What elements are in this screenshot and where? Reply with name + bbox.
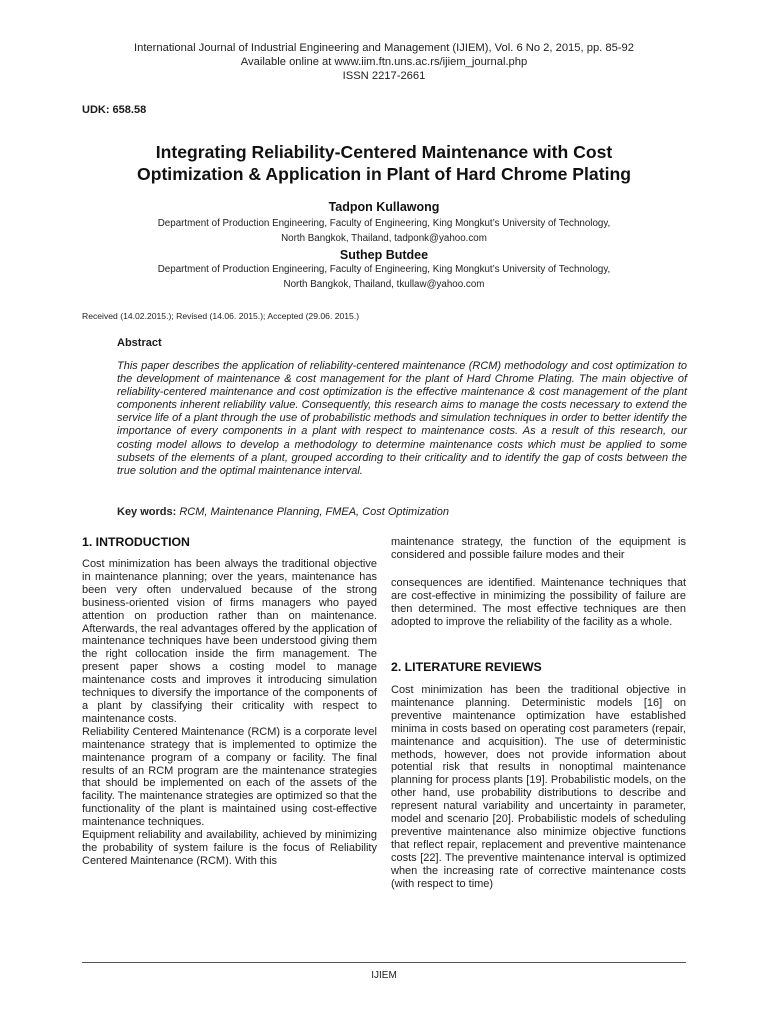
journal-header	[0, 41, 768, 83]
submission-dates: Received (14.02.2015.); Revised (14.06. 2015.); Accepted (29.06. 2015.)	[82, 311, 360, 321]
journal-citation: International Journal of Industrial Engineering and Management (IJIEM), Vol. 6 No 2, 2015, pp. 85-92	[133, 42, 634, 54]
author-affiliation	[80, 217, 688, 246]
right-column-paragraph	[391, 577, 686, 629]
author-affiliation	[80, 263, 688, 292]
paragraph: Equipment reliability and availability, achieved by minimizing the probability of system failure is the focus of Reliability Centered Maintenance (RCM). With this	[82, 829, 377, 867]
affiliation-line: Department of Production Engineering, Faculty of Engineering, King Mongkut’s University of Technology,	[157, 264, 611, 275]
left-column	[82, 558, 377, 868]
affiliation-line: North Bangkok, Thailand, tadponk@yahoo.com	[281, 232, 487, 244]
journal-url: Available online at www.iim.ftn.uns.ac.rs/ijiem_journal.php	[240, 56, 528, 68]
title-line-1: Integrating Reliability-Centered Maintenance with Cost	[155, 142, 613, 162]
page-footer: IJIEM	[371, 970, 397, 981]
keywords	[117, 506, 449, 518]
section-heading-introduction: 1. INTRODUCTION	[82, 535, 190, 549]
journal-issn: ISSN 2217-2661	[342, 70, 426, 82]
title-line-2: Optimization & Application in Plant of Hard Chrome Plating	[137, 164, 631, 184]
paragraph: consequences are identified. Maintenance techniques that are cost-effective in minimizing the possibility of failure are then determined. The most effective techniques are then adopted to improve the reliability of the facility as a whole.	[391, 577, 686, 628]
author-name: Suthep Butdee	[339, 248, 429, 262]
right-column-top	[391, 536, 686, 562]
affiliation-line: North Bangkok, Thailand, tkullaw@yahoo.com	[283, 278, 485, 290]
right-column-literature	[391, 684, 686, 891]
paper-title	[80, 141, 688, 185]
abstract-heading: Abstract	[117, 337, 162, 349]
keywords-label: Key words:	[117, 506, 177, 518]
paragraph: Cost minimization has been always the traditional objective in maintenance planning; over the years, maintenance has been very often undervalued because of the strong business-oriented vision of firms managers who payed attention on production rather than on maintenance. Afterwards, the real advantages offered by the application of maintenance techniques have been understood giving them the right collocation inside the firm management. The present paper shows a costing model to manage maintenance costs and improves it introducing simulation techniques to diversify the importance of the components of a plant by classifying their criticality with respect to maintenance costs.	[82, 558, 377, 725]
keywords-value: RCM, Maintenance Planning, FMEA, Cost Optimization	[179, 506, 449, 518]
paragraph: maintenance strategy, the function of the equipment is considered and possible failure modes and their	[391, 536, 686, 561]
udk-code: UDK: 658.58	[82, 104, 147, 116]
affiliation-line: Department of Production Engineering, Faculty of Engineering, King Mongkut’s University of Technology,	[157, 218, 611, 229]
abstract-text: This paper describes the application of reliability-centered maintenance (RCM) methodology and cost optimization to the development of maintenance & cost management for the plant of Hard Chrome Plating. The main objective of reliability-centered maintenance and cost optimization is the effective maintenance & cost management of the plant components inherent reliability value. Consequently, this research aims to manage the costs necessary to extend the service life of a plant through the use of probabilistic methods and simulation techniques in order to better identify the importance of every components in a plant with respect to maintenance costs. As a result of this research, our costing model allows to develop a methodology to determine maintenance costs which must be applied to some subsets of the elements of a plant, grouped according to their criticality and to identify the gap of costs between the true solution and the optimal maintenance interval.	[117, 360, 687, 477]
paragraph: Reliability Centered Maintenance (RCM) is a corporate level maintenance strategy that is implemented to optimize the maintenance program of a company or facility. The final results of an RCM program are the maintenance strategies that should be implemented on each of the assets of the facility. The maintenance strategies are optimized so that the functionality of the plant is maintained using cost-effective maintenance techniques.	[82, 725, 377, 829]
footer-divider	[82, 962, 686, 963]
paragraph: Cost minimization has been the traditional objective in maintenance planning. Deterministic models [16] on preventive maintenance optimization have established minima in costs based on operating cost parameters (repair, maintenance and acquisition). The use of deterministic methods, however, does not provide information about potential risk that results in nonoptimal maintenance planning for process plants [19]. Probabilistic models, on the other hand, use probability distributions to describe and represent natural variability and uncertainty in parameter, model and scenario [20]. Probabilistic models of scheduling preventive maintenance also minimize objective functions that reflect repair, replacement and preventive maintenance costs [22]. The preventive maintenance interval is optimized when the increasing rate of corrective maintenance costs (with respect to time)	[391, 684, 686, 890]
section-heading-literature-reviews: 2. LITERATURE REVIEWS	[391, 660, 542, 674]
author-name: Tadpon Kullawong	[328, 200, 440, 214]
